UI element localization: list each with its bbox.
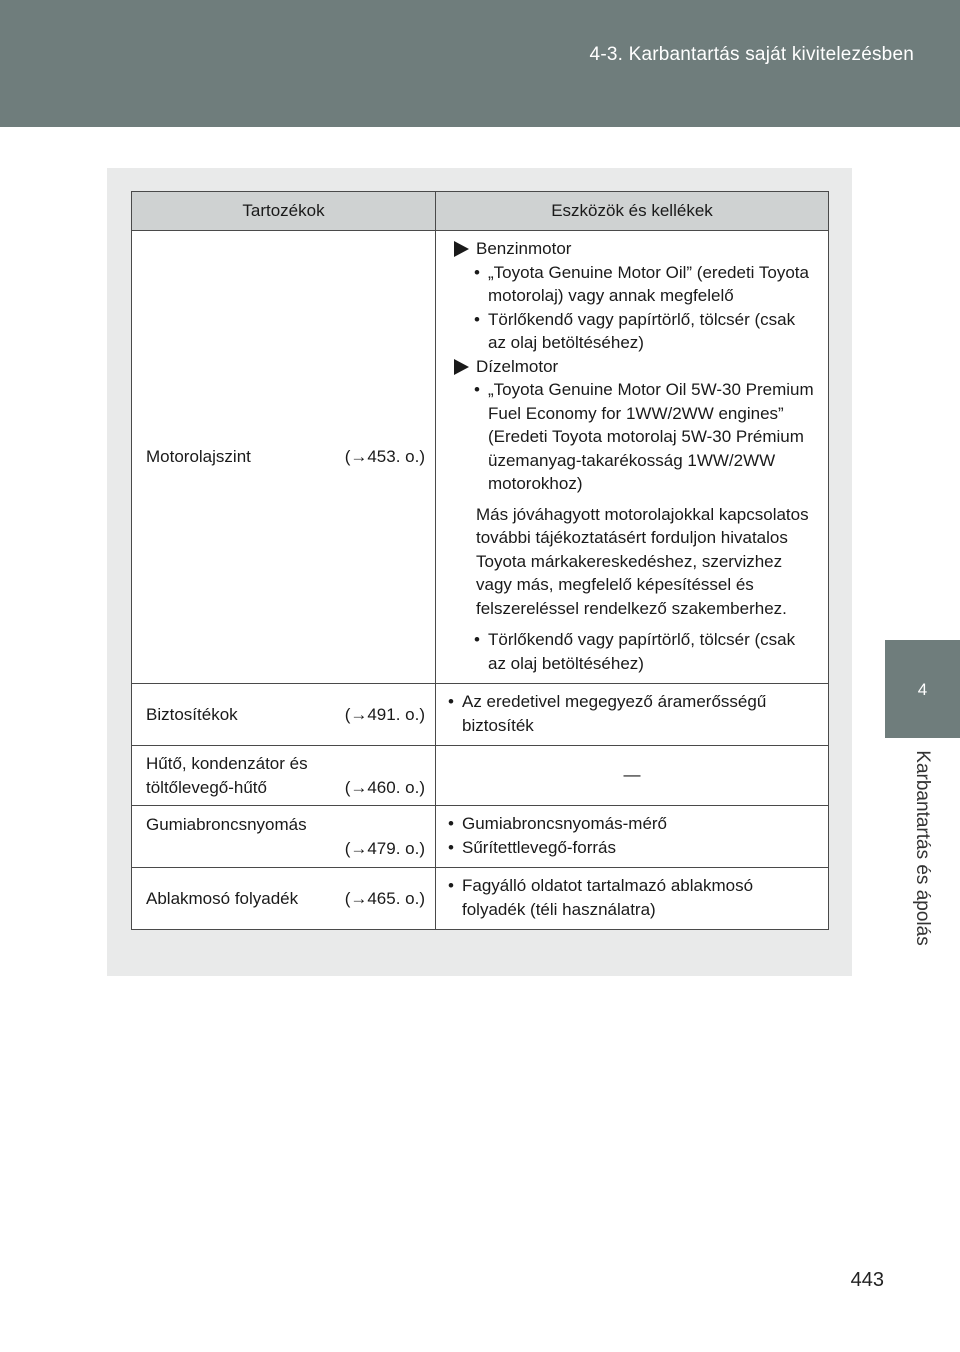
page-reference: (→460. o.) bbox=[344, 777, 425, 797]
item-cell bbox=[132, 684, 436, 746]
header-band bbox=[0, 0, 960, 127]
column-header-items: Tartozékok bbox=[132, 192, 436, 231]
tools-cell bbox=[436, 868, 829, 930]
column-header-tools: Eszközök és kellékek bbox=[436, 192, 829, 231]
item-label: Ablakmosó folyadék bbox=[146, 888, 299, 908]
note-paragraph: Más jóváhagyott motorolajokkal kapcsolatos további tájékoztatásért forduljon hivatalos Toyota márkakereskedéshez, szervizhez vagy más, megfelelő képesítéssel és felszereléssel rendelkező szakemberhez. bbox=[476, 504, 809, 618]
maintenance-table bbox=[131, 191, 829, 930]
item-cell bbox=[132, 868, 436, 930]
tools-cell bbox=[436, 684, 829, 746]
list-item: • Törlőkendő vagy papírtörlő, tölcsér (csak az olaj betöltéséhez) bbox=[474, 308, 816, 355]
table-header-row bbox=[132, 192, 829, 231]
item-label: Motorolajszint bbox=[146, 447, 251, 467]
page-reference: (→479. o.) bbox=[344, 838, 425, 858]
list-item: • Törlőkendő vagy papírtörlő, tölcsér (csak az olaj betöltéséhez) bbox=[474, 628, 816, 675]
item-cell bbox=[132, 746, 436, 806]
table-row bbox=[132, 746, 829, 806]
engine-heading: Dízelmotor bbox=[454, 355, 816, 379]
item-label: Gumiabroncsnyomás bbox=[146, 815, 307, 834]
table-row bbox=[132, 231, 829, 684]
table-row bbox=[132, 868, 829, 930]
list-item: • „Toyota Genuine Motor Oil 5W-30 Premium Fuel Economy for 1WW/2WW engines” (Eredeti Toyota motorolaj 5W-30 Prémium üzemanyag-takarékosság 1WW/2WW motorokhoz) bbox=[474, 378, 816, 496]
tools-cell bbox=[436, 231, 829, 684]
list-item: • Sűrítettlevegő-forrás bbox=[448, 836, 816, 860]
table-row bbox=[132, 806, 829, 868]
engine-heading: Benzinmotor bbox=[454, 237, 816, 261]
list-item: • Az eredetivel megegyező áramerősségű biztosíték bbox=[448, 690, 816, 737]
page-reference: (→453. o.) bbox=[344, 447, 425, 467]
tools-cell: — bbox=[436, 746, 829, 806]
section-title: 4-3. Karbantartás saját kivitelezésben bbox=[589, 44, 914, 65]
list-item: • Fagyálló oldatot tartalmazó ablakmosó folyadék (téli használatra) bbox=[448, 874, 816, 921]
triangle-arrow-icon bbox=[454, 241, 469, 257]
item-label: Hűtő, kondenzátor és bbox=[146, 754, 308, 773]
chapter-number: 4 bbox=[917, 680, 928, 699]
page-reference: (→465. o.) bbox=[344, 888, 425, 908]
item-cell bbox=[132, 806, 436, 868]
item-label: töltőlevegő-hűtő bbox=[146, 777, 267, 797]
item-label: Biztosítékok bbox=[146, 704, 238, 724]
list-item: • „Toyota Genuine Motor Oil” (eredeti Toyota motorolaj) vagy annak megfelelő bbox=[474, 261, 816, 308]
item-cell bbox=[132, 231, 436, 684]
list-item: • Gumiabroncsnyomás-mérő bbox=[448, 812, 816, 836]
table-row bbox=[132, 684, 829, 746]
chapter-label: Karbantartás és ápolás bbox=[912, 750, 933, 946]
page-number: 443 bbox=[850, 1269, 884, 1291]
page-reference: (→491. o.) bbox=[344, 704, 425, 724]
tools-cell bbox=[436, 806, 829, 868]
chapter-tab bbox=[885, 640, 960, 738]
triangle-arrow-icon bbox=[454, 359, 469, 375]
